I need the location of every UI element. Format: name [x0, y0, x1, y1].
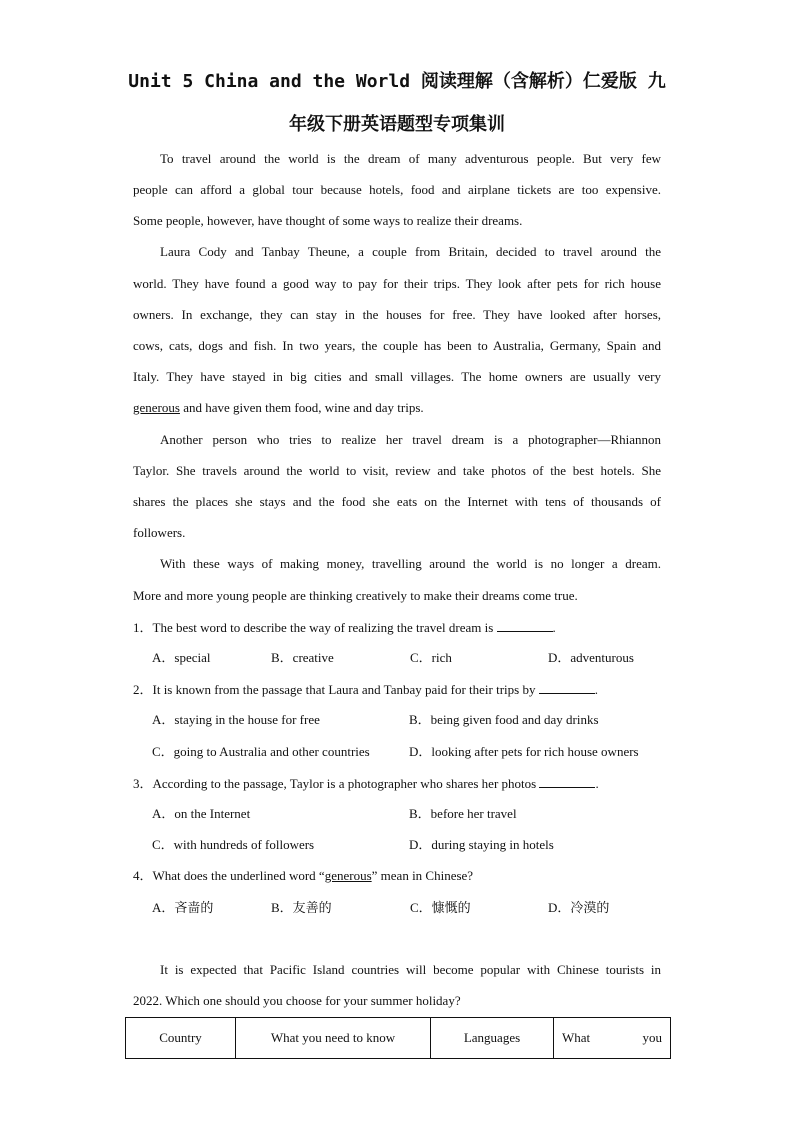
question-4-option-d[interactable]: D．冷漠的: [548, 900, 610, 915]
passage-1-line: cows, cats, dogs and fish. In two years, the couple has been to Australia, Germany, Spain and: [133, 338, 661, 353]
question-3-option-b[interactable]: B．before her travel: [409, 806, 517, 821]
question-1-option-d[interactable]: D．adventurous: [548, 650, 634, 665]
passage-2-line: 2022. Which one should you choose for your summer holiday?: [133, 993, 461, 1008]
table-header-row: [126, 1018, 671, 1059]
underlined-word-generous: generous: [133, 400, 180, 415]
question-1-option-a[interactable]: A．special: [152, 650, 211, 665]
question-1-stem: 1．The best word to describe the way of realizing the travel dream is .: [133, 620, 556, 635]
passage-1-line: More and more young people are thinking creatively to make their dreams come true.: [133, 588, 578, 603]
question-4-option-a[interactable]: A．吝啬的: [152, 900, 214, 915]
question-1-option-b[interactable]: B．creative: [271, 650, 334, 665]
question-2-option-c[interactable]: C．going to Australia and other countries: [152, 744, 370, 759]
passage-1-line: Another person who tries to realize her travel dream is a photographer—Rhiannon: [160, 432, 661, 447]
table-header-cell: What you need to know: [236, 1018, 431, 1059]
passage-1-line: Some people, however, have thought of some ways to realize their dreams.: [133, 213, 523, 228]
document-title-line-1: Unit 5 China and the World 阅读理解（含解析）仁爱版 九: [128, 71, 666, 92]
passage-1-line: [133, 400, 661, 416]
passage-1-line: owners. In exchange, they can stay in the houses for free. They have looked after horses,: [133, 307, 661, 322]
passage-1-line: Laura Cody and Tanbay Theune, a couple from Britain, decided to travel around the: [160, 244, 661, 259]
passage-1-line: Italy. They have stayed in big cities and small villages. The home owners are usually very: [133, 369, 661, 384]
passage-1-line: people can afford a global tour because hotels, food and airplane tickets are too expensive.: [133, 182, 661, 197]
table-header-cell: What you: [554, 1018, 671, 1059]
question-3-option-a[interactable]: A．on the Internet: [152, 806, 251, 821]
passage-1-line: To travel around the world is the dream of many adventurous people. But very few: [160, 151, 661, 166]
question-2-option-d[interactable]: D．looking after pets for rich house owners: [409, 744, 639, 759]
pacific-islands-table: [125, 1017, 671, 1059]
question-1-option-c[interactable]: C．rich: [410, 650, 452, 665]
underlined-word-generous: generous: [324, 868, 372, 883]
table-header-cell: Languages: [431, 1018, 554, 1059]
question-4-stem: 4．What does the underlined word “generous” mean in Chinese?: [133, 868, 474, 883]
passage-1-line: shares the places she stays and the food she eats on the Internet with tens of thousands of: [133, 494, 661, 509]
question-3-stem: 3．According to the passage, Taylor is a photographer who shares her photos .: [133, 776, 599, 791]
passage-1-text: and have given them food, wine and day trips.: [179, 400, 424, 415]
passage-1-line: world. They have found a good way to pay for their trips. They look after pets for rich house: [133, 276, 661, 291]
question-2-stem: 2．It is known from the passage that Laura and Tanbay paid for their trips by .: [133, 682, 598, 697]
question-3-option-d[interactable]: D．during staying in hotels: [409, 837, 554, 852]
question-2-option-b[interactable]: B．being given food and day drinks: [409, 712, 599, 727]
question-4-option-b[interactable]: B．友善的: [271, 900, 332, 915]
document-title-line-2: 年级下册英语题型专项集训: [289, 114, 505, 135]
passage-1-line: followers.: [133, 525, 186, 540]
passage-1-line: With these ways of making money, travelling around the world is no longer a dream.: [160, 556, 661, 571]
passage-2-line: It is expected that Pacific Island countries will become popular with Chinese tourists in: [160, 962, 661, 977]
answer-blank: [539, 681, 595, 694]
question-4-option-c[interactable]: C．慷慨的: [410, 900, 471, 915]
table-header-cell: Country: [126, 1018, 236, 1059]
answer-blank: [497, 619, 553, 632]
question-3-option-c[interactable]: C．with hundreds of followers: [152, 837, 315, 852]
answer-blank: [539, 775, 595, 788]
question-2-option-a[interactable]: A．staying in the house for free: [152, 712, 320, 727]
passage-1-line: Taylor. She travels around the world to visit, review and take photos of the best hotels. She: [133, 463, 661, 478]
